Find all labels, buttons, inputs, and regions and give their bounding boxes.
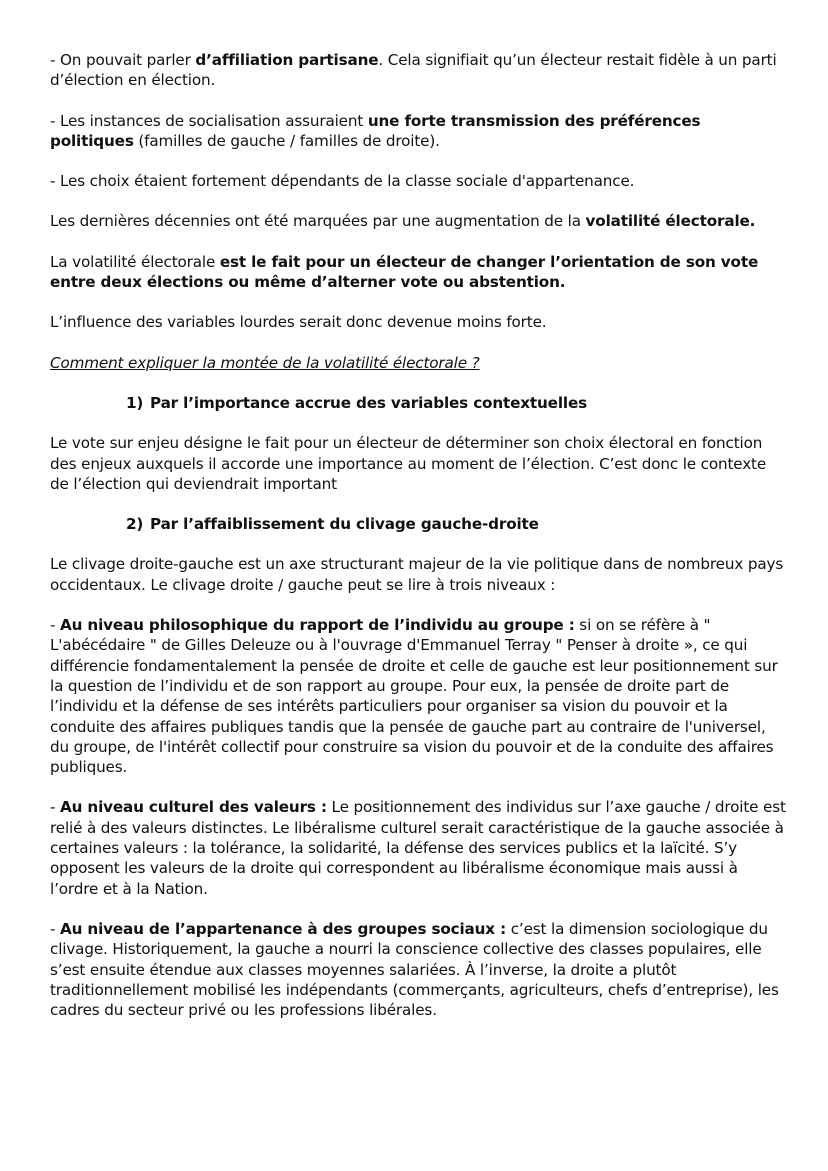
paragraph-variables-lourdes: L’influence des variables lourdes serait donc devenue moins forte. [50,313,547,332]
paragraph-volatilite-definition: La volatilité électorale est le fait pour un électeur de changer l’orientation de son vote entre deux élections ou même d’alterner vote ou abstention. [50,252,759,292]
paragraph-affiliation: - On pouvait parler d’affiliation partisane. Cela signifiait qu’un électeur restait fidèle à un parti d’élection en élection. [50,51,777,90]
paragraph-niveau-philosophique: - Au niveau philosophique du rapport de l’individu au groupe : si on se réfère à " L'abécédaire " de Gilles Deleuze ou à l'ouvrage d'Emmanuel Terray " Penser à droite », ce qui différencie fondamentalement la pensée de droite et celle de gauche est leur positionnement sur la question de l’individu et de son rapport au groupe. Pour eux, la pensée de droite part de l’individu et la défense de ses intérêts particuliers pour organiser sa vision du pouvoir et la conduite des affaires publiques tandis que la pensée de gauche part au contraire de l'universel, du groupe, de l'intérêt collectif pour construire sa vision du pouvoir et de la conduite des affaires publiques. [50,616,778,777]
paragraph-clivage-intro: Le clivage droite-gauche est un axe structurant majeur de la vie politique dans de nombreux pays occidentaux. Le clivage droite / gauche peut se lire à trois niveaux : [50,555,784,594]
paragraph-niveau-groupes-sociaux: - Au niveau de l’appartenance à des groupes sociaux : c’est la dimension sociologique du clivage. Historiquement, la gauche a nourri la conscience collective des classes populaires, elle s’est ensuite étendue aux classes moyennes salariées. À l’inverse, la droite a plutôt traditionnellement mobilisé les indépendants (commerçants, agriculteurs, chefs d’entreprise), les cadres du secteur privé ou les professions libérales. [50,919,779,1020]
paragraph-niveau-culturel: - Au niveau culturel des valeurs : Le positionnement des individus sur l’axe gauche / droite est relié à des valeurs distinctes. Le libéralisme culturel serait caractéristique de la gauche associée à certaines valeurs : la tolérance, la solidarité, la défense des services publics et la laïcité. S’y opposent les valeurs de la droite qui correspondent au libéralisme économique mais aussi à l’ordre et à la Nation. [50,798,786,898]
paragraph-classe-sociale: - Les choix étaient fortement dépendants de la classe sociale d'appartenance. [50,172,635,191]
paragraph-socialisation: - Les instances de socialisation assuraient une forte transmission des préférences politiques (familles de gauche / familles de droite). [50,111,701,150]
paragraph-volatilite-intro: Les dernières décennies ont été marquées par une augmentation de la volatilité électorale. [50,212,756,231]
section-heading-2: 2) Par l’affaiblissement du clivage gauche-droite [126,515,539,534]
section-heading-1: 1) Par l’importance accrue des variables contextuelles [126,393,587,412]
paragraph-vote-enjeu: Le vote sur enjeu désigne le fait pour un électeur de déterminer son choix électoral en fonction des enjeux auxquels il accorde une importance au moment de l’élection. C’est donc le contexte de l’élection qui deviendrait important [50,434,767,493]
question-heading: Comment expliquer la montée de la volatilité électorale ? [50,353,480,372]
